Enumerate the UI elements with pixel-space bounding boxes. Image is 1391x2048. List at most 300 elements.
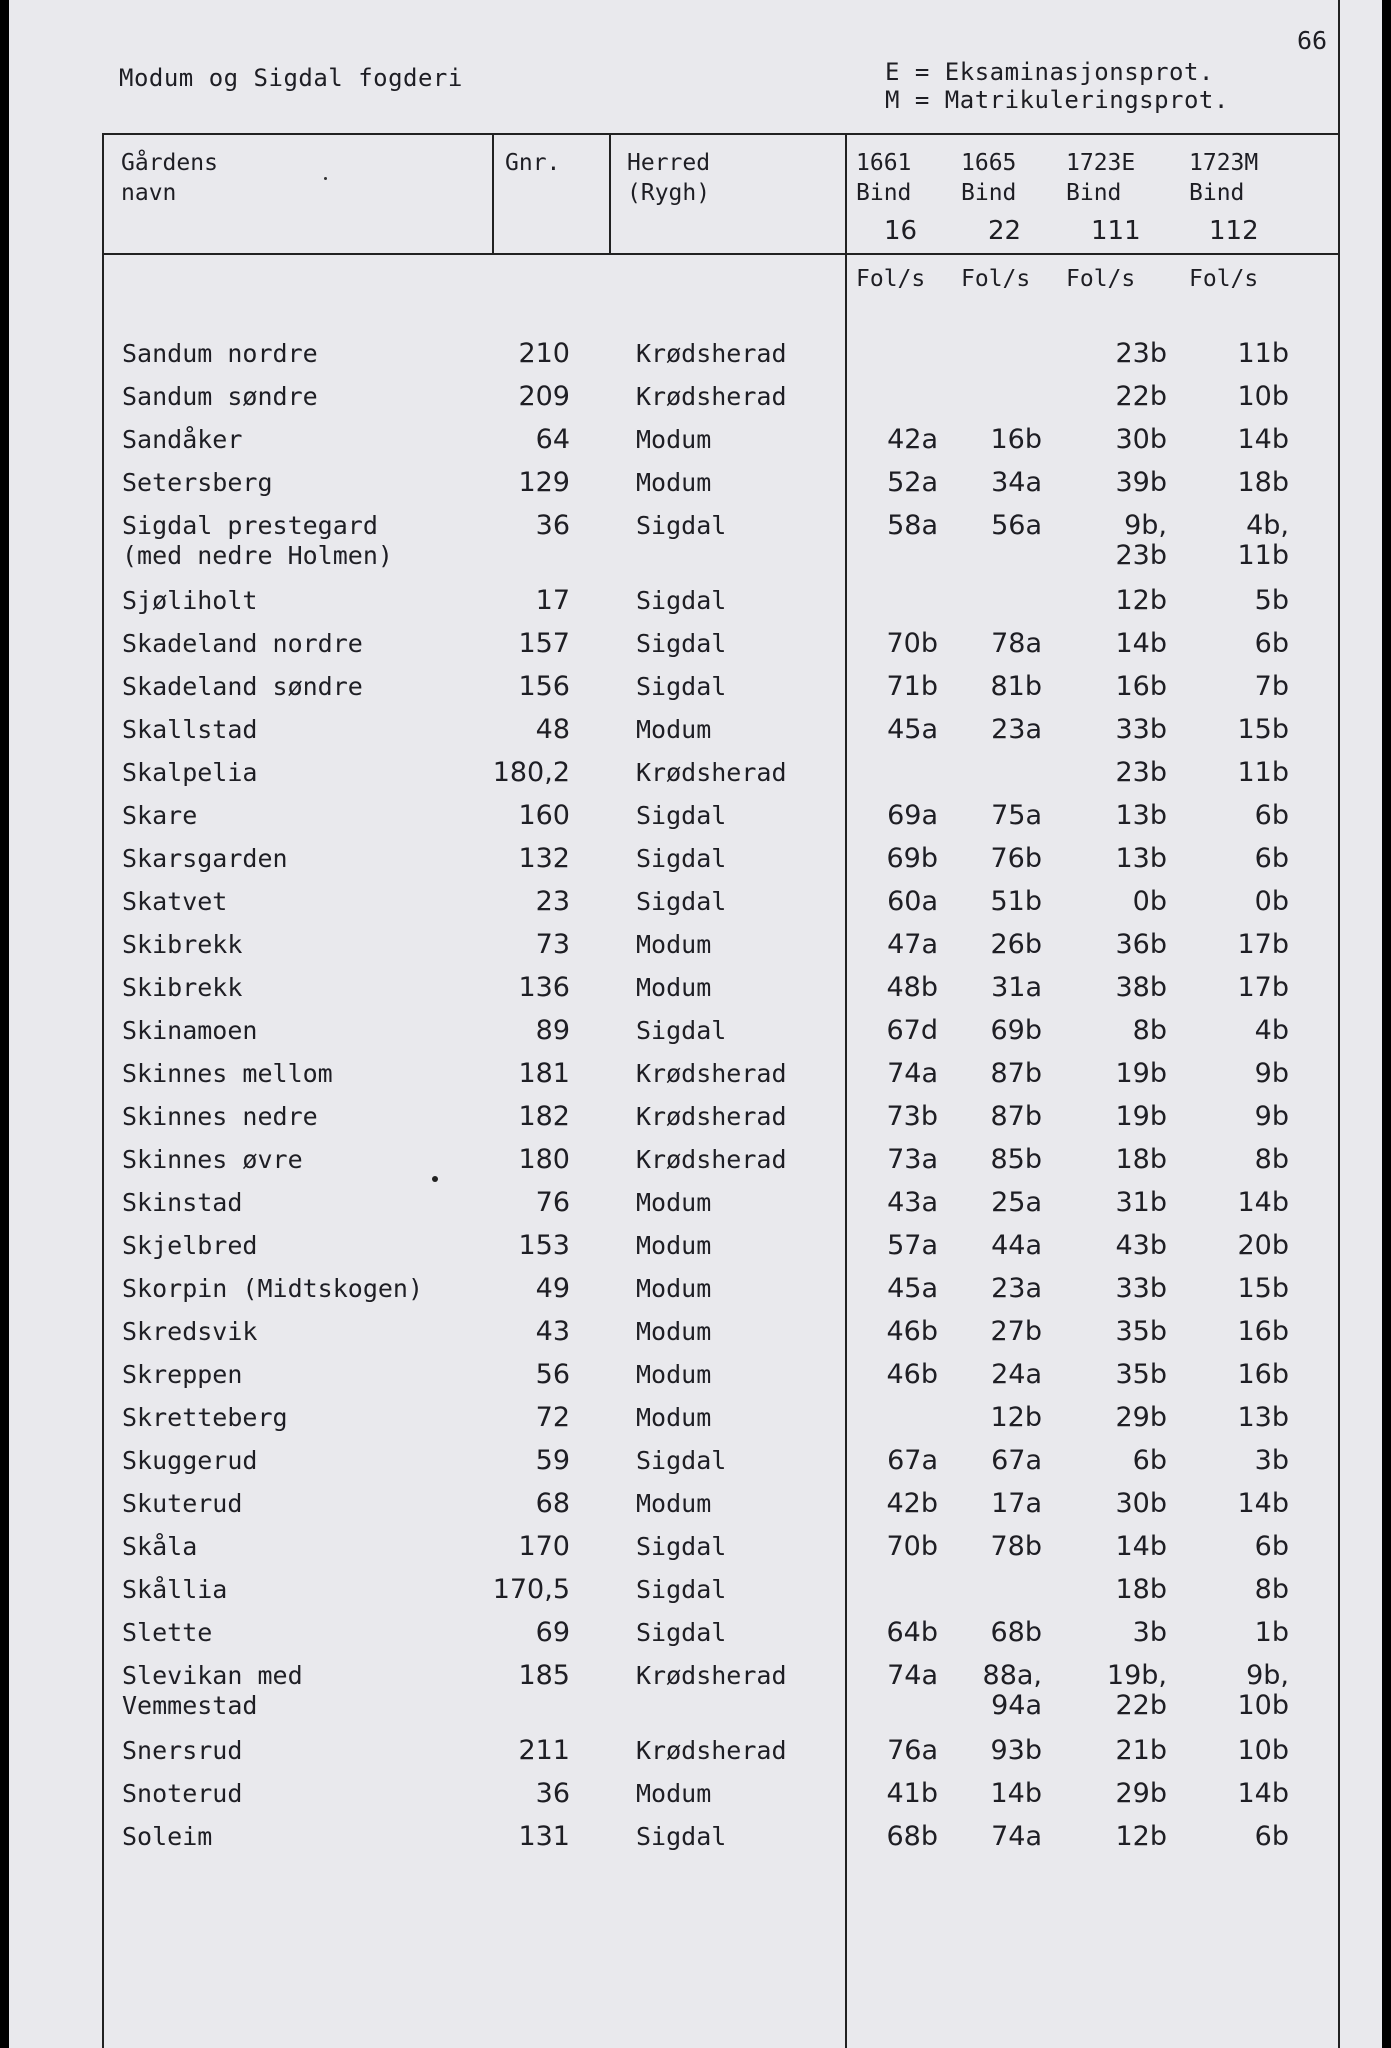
cell-y1661: 48b (886, 972, 938, 1003)
cell-y1723m: 10b (1237, 381, 1289, 412)
cell-y1723e: 18b (1115, 1144, 1167, 1175)
cell-y1665: 31a (991, 972, 1042, 1003)
table-row (9, 758, 1382, 801)
cell-y1665: 74a (991, 1821, 1042, 1852)
cell-y1661: 74a (887, 1660, 938, 1691)
table-row (9, 1274, 1382, 1317)
cell-y1723m: 9b (1254, 1058, 1289, 1089)
table-row (9, 1059, 1382, 1102)
cell-y1723e: 13b (1115, 800, 1167, 831)
fol-label-1661: Fol/s (856, 266, 926, 292)
cell-y1661: 73a (887, 1144, 938, 1175)
cell-herred: Sigdal (636, 1446, 727, 1475)
cell-herred: Sigdal (636, 672, 727, 701)
cell-herred: Modum (636, 1231, 712, 1260)
cell-y1661: 76a (887, 1735, 938, 1766)
cell-name: Skredsvik (122, 1317, 258, 1346)
table-row (9, 1145, 1382, 1188)
cell-y1723e: 31b (1115, 1187, 1167, 1218)
table-row (9, 1532, 1382, 1575)
cell-gnr: 72 (535, 1402, 570, 1433)
cell-name: Skinnes øvre (122, 1145, 303, 1174)
cell-y1665: 87b (990, 1101, 1042, 1132)
cell-y1723m: 14b (1237, 424, 1289, 455)
cell-gnr: 136 (518, 972, 570, 1003)
cell-gnr: 132 (518, 843, 570, 874)
cell-y1723m: 6b (1254, 1531, 1289, 1562)
header-1661-bind: Bind (856, 180, 912, 206)
table-row (9, 1360, 1382, 1403)
cell-y1723e: 19b (1115, 1058, 1167, 1089)
table-row (9, 1317, 1382, 1360)
speck (324, 177, 327, 180)
cell-gnr: 170 (518, 1531, 570, 1562)
cell-herred: Sigdal (636, 887, 727, 916)
cell-y1723e: 22b (1115, 381, 1167, 412)
cell-gnr: 89 (535, 1015, 570, 1046)
header-name-line1: Gårdens (121, 150, 218, 176)
cell-herred: Sigdal (636, 511, 727, 540)
header-bottom-rule (102, 253, 1338, 255)
cell-herred: Sigdal (636, 1618, 727, 1647)
cell-y1661: 42a (887, 424, 938, 455)
header-herred-line2: (Rygh) (627, 180, 711, 206)
cell-y1723m: 3b (1254, 1445, 1289, 1476)
table-row (9, 1618, 1382, 1661)
cell-herred: Modum (636, 715, 712, 744)
cell-y1661: 42b (886, 1488, 938, 1519)
table-row (9, 973, 1382, 1016)
cell-y1661: 60a (887, 886, 938, 917)
cell-gnr: 157 (518, 628, 570, 659)
header-1723m-bind: Bind (1189, 180, 1245, 206)
bind-number-1723e: 111 (1091, 216, 1141, 246)
cell-herred: Modum (636, 1188, 712, 1217)
table-top-rule (102, 133, 1338, 135)
cell-name: Setersberg (122, 468, 273, 497)
cell-herred: Krødsherad (636, 1059, 787, 1088)
table-row (9, 1660, 1382, 1721)
cell-gnr: 209 (518, 381, 570, 412)
cell-y1661: 64b (886, 1617, 938, 1648)
cell-y1723m: 11b (1237, 338, 1289, 369)
legend-line-m: M = Matrikuleringsprot. (885, 86, 1229, 114)
cell-name: Snoterud (122, 1779, 243, 1808)
cell-name: Skadeland søndre (122, 672, 363, 701)
cell-y1723e: 39b (1115, 467, 1167, 498)
cell-y1723m: 9b, 10b (1237, 1660, 1289, 1721)
cell-gnr: 49 (535, 1273, 570, 1304)
cell-name: Skarsgarden (122, 844, 288, 873)
header-1723m-year: 1723M (1189, 150, 1259, 176)
cell-y1723m: 14b (1237, 1488, 1289, 1519)
page-title: Modum og Sigdal fogderi (119, 64, 463, 92)
cell-y1723m: 8b (1254, 1144, 1289, 1175)
cell-y1723m: 16b (1237, 1316, 1289, 1347)
cell-name: Sjøliholt (122, 586, 258, 615)
cell-y1665: 69b (990, 1015, 1042, 1046)
cell-name: Skalpelia (122, 758, 258, 787)
cell-y1723m: 14b (1237, 1187, 1289, 1218)
cell-y1665: 78a (991, 628, 1042, 659)
cell-y1665: 25a (991, 1187, 1042, 1218)
header-1723e-year: 1723E (1066, 150, 1136, 176)
table-row (9, 339, 1382, 382)
cell-name: Slevikan med Vemmestad (122, 1661, 303, 1720)
cell-y1723m: 1b (1254, 1617, 1289, 1648)
cell-y1665: 81b (990, 671, 1042, 702)
cell-gnr: 36 (535, 510, 570, 541)
cell-y1661: 69a (887, 800, 938, 831)
page-number: 66 (1297, 26, 1328, 55)
cell-y1661: 68b (886, 1821, 938, 1852)
cell-y1723e: 38b (1115, 972, 1167, 1003)
cell-name: Sigdal prestegard (med nedre Holmen) (122, 511, 393, 570)
cell-y1661: 46b (886, 1316, 938, 1347)
cell-herred: Sigdal (636, 844, 727, 873)
cell-herred: Krødsherad (636, 1102, 787, 1131)
cell-gnr: 48 (535, 714, 570, 745)
cell-gnr: 182 (518, 1101, 570, 1132)
cell-herred: Sigdal (636, 629, 727, 658)
cell-gnr: 160 (518, 800, 570, 831)
cell-y1723e: 30b (1115, 424, 1167, 455)
table-row (9, 425, 1382, 468)
cell-name: Sandum nordre (122, 339, 318, 368)
table-row (9, 844, 1382, 887)
cell-y1665: 88a, 94a (982, 1660, 1042, 1721)
cell-y1723e: 12b (1115, 585, 1167, 616)
cell-y1661: 41b (886, 1778, 938, 1809)
cell-name: Skatvet (122, 887, 228, 916)
cell-y1665: 17a (991, 1488, 1042, 1519)
cell-gnr: 69 (535, 1617, 570, 1648)
cell-y1661: 57a (887, 1230, 938, 1261)
cell-gnr: 153 (518, 1230, 570, 1261)
bind-number-1661: 16 (884, 216, 918, 246)
header-1665-bind: Bind (961, 180, 1017, 206)
cell-herred: Sigdal (636, 1575, 727, 1604)
cell-herred: Modum (636, 1403, 712, 1432)
cell-y1723e: 19b (1115, 1101, 1167, 1132)
table-row (9, 1779, 1382, 1822)
cell-y1723e: 43b (1115, 1230, 1167, 1261)
cell-y1665: 85b (990, 1144, 1042, 1175)
cell-gnr: 76 (535, 1187, 570, 1218)
cell-herred: Krødsherad (636, 1145, 787, 1174)
cell-y1723e: 18b (1115, 1574, 1167, 1605)
cell-y1661: 70b (886, 1531, 938, 1562)
cell-y1665: 67a (991, 1445, 1042, 1476)
cell-y1661: 69b (886, 843, 938, 874)
header-1723m (1189, 148, 1258, 208)
cell-y1665: 87b (990, 1058, 1042, 1089)
cell-gnr: 36 (535, 1778, 570, 1809)
gnr-column-rule (492, 133, 494, 254)
cell-y1723m: 9b (1254, 1101, 1289, 1132)
cell-name: Sandåker (122, 425, 243, 454)
cell-gnr: 73 (535, 929, 570, 960)
fol-label-1665: Fol/s (961, 266, 1031, 292)
table-row (9, 801, 1382, 844)
cell-gnr: 211 (518, 1735, 570, 1766)
cell-y1723e: 36b (1115, 929, 1167, 960)
cell-y1665: 26b (990, 929, 1042, 960)
cell-y1661: 73b (886, 1101, 938, 1132)
cell-herred: Sigdal (636, 1822, 727, 1851)
cell-herred: Modum (636, 1779, 712, 1808)
table-row (9, 715, 1382, 758)
cell-herred: Sigdal (636, 1016, 727, 1045)
cell-y1723e: 9b, 23b (1115, 510, 1167, 571)
cell-y1723m: 7b (1254, 671, 1289, 702)
header-gnr: Gnr. (505, 150, 561, 176)
cell-herred: Modum (636, 425, 712, 454)
document-page (9, 0, 1382, 2048)
cell-herred: Sigdal (636, 586, 727, 615)
cell-y1723e: 21b (1115, 1735, 1167, 1766)
table-row (9, 1736, 1382, 1779)
cell-name: Skorpin (Midtskogen) (122, 1274, 424, 1303)
cell-y1723m: 5b (1254, 585, 1289, 616)
table-row (9, 930, 1382, 973)
cell-gnr: 210 (518, 338, 570, 369)
cell-y1723e: 14b (1115, 1531, 1167, 1562)
herred-column-rule (609, 133, 611, 254)
table-row (9, 510, 1382, 571)
cell-y1723e: 6b (1132, 1445, 1167, 1476)
cell-y1723e: 33b (1115, 1273, 1167, 1304)
cell-y1723m: 6b (1254, 800, 1289, 831)
cell-name: Skinstad (122, 1188, 243, 1217)
cell-y1723e: 29b (1115, 1778, 1167, 1809)
cell-y1723m: 13b (1237, 1402, 1289, 1433)
cell-name: Skretteberg (122, 1403, 288, 1432)
cell-y1665: 78b (990, 1531, 1042, 1562)
cell-y1723e: 30b (1115, 1488, 1167, 1519)
cell-name: Skinnes nedre (122, 1102, 318, 1131)
cell-herred: Krødsherad (636, 339, 787, 368)
cell-name: Skuggerud (122, 1446, 258, 1475)
cell-y1665: 56a (991, 510, 1042, 541)
cell-name: Skibrekk (122, 930, 243, 959)
cell-name: Sandum søndre (122, 382, 318, 411)
cell-y1661: 71b (886, 671, 938, 702)
cell-y1723e: 29b (1115, 1402, 1167, 1433)
cell-y1723e: 16b (1115, 671, 1167, 702)
header-herred (627, 148, 710, 208)
legend (885, 58, 1229, 114)
cell-y1723m: 20b (1237, 1230, 1289, 1261)
cell-gnr: 64 (535, 424, 570, 455)
cell-y1723e: 12b (1115, 1821, 1167, 1852)
cell-y1661: 45a (887, 714, 938, 745)
cell-y1723e: 13b (1115, 843, 1167, 874)
cell-y1665: 24a (991, 1359, 1042, 1390)
cell-y1723m: 11b (1237, 757, 1289, 788)
header-herred-line1: Herred (627, 150, 711, 176)
cell-y1661: 70b (886, 628, 938, 659)
header-name-line2: navn (121, 180, 177, 206)
cell-y1723e: 23b (1115, 338, 1167, 369)
table-row (9, 586, 1382, 629)
cell-herred: Krødsherad (636, 758, 787, 787)
cell-gnr: 181 (518, 1058, 570, 1089)
cell-herred: Modum (636, 468, 712, 497)
table-row (9, 1575, 1382, 1618)
cell-gnr: 185 (518, 1660, 570, 1691)
table-row (9, 672, 1382, 715)
cell-y1665: 68b (990, 1617, 1042, 1648)
cell-y1661: 43a (887, 1187, 938, 1218)
bind-number-1723m: 112 (1209, 216, 1259, 246)
cell-name: Skåla (122, 1532, 198, 1561)
cell-y1665: 12b (990, 1402, 1042, 1433)
table-row (9, 1403, 1382, 1446)
table-row (9, 1822, 1382, 1865)
header-1661 (856, 148, 911, 208)
cell-y1723e: 35b (1115, 1316, 1167, 1347)
header-1661-year: 1661 (856, 150, 912, 176)
cell-y1723e: 33b (1115, 714, 1167, 745)
cell-gnr: 156 (518, 671, 570, 702)
header-1665-year: 1665 (961, 150, 1017, 176)
cell-y1723m: 6b (1254, 843, 1289, 874)
cell-name: Skuterud (122, 1489, 243, 1518)
cell-y1723m: 4b (1254, 1015, 1289, 1046)
stray-dot (432, 1176, 438, 1182)
cell-y1665: 93b (990, 1735, 1042, 1766)
cell-name: Skibrekk (122, 973, 243, 1002)
cell-y1723e: 0b (1132, 886, 1167, 917)
cell-y1723e: 23b (1115, 757, 1167, 788)
cell-y1723m: 6b (1254, 1821, 1289, 1852)
cell-gnr: 23 (535, 886, 570, 917)
cell-gnr: 43 (535, 1316, 570, 1347)
cell-gnr: 17 (535, 585, 570, 616)
cell-y1661: 67a (887, 1445, 938, 1476)
cell-y1723m: 0b (1254, 886, 1289, 917)
cell-y1723m: 18b (1237, 467, 1289, 498)
cell-name: Skållia (122, 1575, 228, 1604)
cell-name: Skare (122, 801, 198, 830)
cell-gnr: 131 (518, 1821, 570, 1852)
table-row (9, 1231, 1382, 1274)
cell-herred: Krødsherad (636, 1736, 787, 1765)
cell-gnr: 180,2 (492, 757, 570, 788)
cell-gnr: 170,5 (492, 1574, 570, 1605)
cell-y1723m: 6b (1254, 628, 1289, 659)
cell-y1665: 23a (991, 1273, 1042, 1304)
cell-y1661: 58a (887, 510, 938, 541)
cell-y1723m: 8b (1254, 1574, 1289, 1605)
cell-herred: Modum (636, 1274, 712, 1303)
cell-herred: Modum (636, 1360, 712, 1389)
cell-herred: Modum (636, 973, 712, 1002)
cell-y1723m: 17b (1237, 972, 1289, 1003)
table-row (9, 1102, 1382, 1145)
cell-y1723m: 14b (1237, 1778, 1289, 1809)
header-1665 (961, 148, 1016, 208)
cell-gnr: 59 (535, 1445, 570, 1476)
cell-herred: Krødsherad (636, 382, 787, 411)
cell-herred: Modum (636, 1317, 712, 1346)
cell-herred: Modum (636, 1489, 712, 1518)
cell-y1723e: 3b (1132, 1617, 1167, 1648)
cell-gnr: 68 (535, 1488, 570, 1519)
cell-y1661: 47a (887, 929, 938, 960)
header-1723e (1066, 148, 1135, 208)
cell-y1665: 44a (991, 1230, 1042, 1261)
cell-name: Skinamoen (122, 1016, 258, 1045)
header-name (121, 148, 218, 208)
table-row (9, 1016, 1382, 1059)
table-row (9, 1489, 1382, 1532)
cell-y1665: 34a (991, 467, 1042, 498)
cell-y1661: 67d (886, 1015, 938, 1046)
cell-y1723m: 4b, 11b (1237, 510, 1289, 571)
cell-name: Skreppen (122, 1360, 243, 1389)
cell-y1665: 16b (990, 424, 1042, 455)
legend-line-e: E = Eksaminasjonsprot. (885, 58, 1214, 86)
cell-y1723m: 15b (1237, 1273, 1289, 1304)
cell-gnr: 180 (518, 1144, 570, 1175)
table-row (9, 1446, 1382, 1489)
table-row (9, 1188, 1382, 1231)
cell-y1723e: 14b (1115, 628, 1167, 659)
bind-number-1665: 22 (988, 216, 1022, 246)
cell-herred: Sigdal (636, 1532, 727, 1561)
cell-herred: Krødsherad (636, 1661, 787, 1690)
cell-y1723e: 19b, 22b (1106, 1660, 1167, 1721)
cell-name: Slette (122, 1618, 213, 1647)
header-1723e-bind: Bind (1066, 180, 1122, 206)
cell-y1661: 52a (887, 467, 938, 498)
table-row (9, 468, 1382, 511)
cell-y1665: 27b (990, 1316, 1042, 1347)
cell-y1723m: 15b (1237, 714, 1289, 745)
cell-gnr: 56 (535, 1359, 570, 1390)
cell-y1665: 75a (991, 800, 1042, 831)
table-row (9, 382, 1382, 425)
cell-name: Soleim (122, 1822, 213, 1851)
cell-y1723m: 10b (1237, 1735, 1289, 1766)
cell-name: Skjelbred (122, 1231, 258, 1260)
cell-y1723m: 17b (1237, 929, 1289, 960)
cell-y1723m: 16b (1237, 1359, 1289, 1390)
fol-label-1723e: Fol/s (1066, 266, 1136, 292)
table-row (9, 887, 1382, 930)
fol-label-1723m: Fol/s (1189, 266, 1259, 292)
cell-y1665: 76b (990, 843, 1042, 874)
cell-name: Skallstad (122, 715, 258, 744)
cell-y1661: 46b (886, 1359, 938, 1390)
table-row (9, 629, 1382, 672)
cell-name: Skinnes mellom (122, 1059, 333, 1088)
cell-gnr: 129 (518, 467, 570, 498)
cell-y1723e: 8b (1132, 1015, 1167, 1046)
cell-name: Skadeland nordre (122, 629, 363, 658)
cell-y1661: 45a (887, 1273, 938, 1304)
cell-y1661: 74a (887, 1058, 938, 1089)
cell-y1665: 23a (991, 714, 1042, 745)
cell-y1665: 51b (990, 886, 1042, 917)
cell-name: Snersrud (122, 1736, 243, 1765)
cell-herred: Modum (636, 930, 712, 959)
cell-herred: Sigdal (636, 801, 727, 830)
cell-y1723e: 35b (1115, 1359, 1167, 1390)
cell-y1665: 14b (990, 1778, 1042, 1809)
